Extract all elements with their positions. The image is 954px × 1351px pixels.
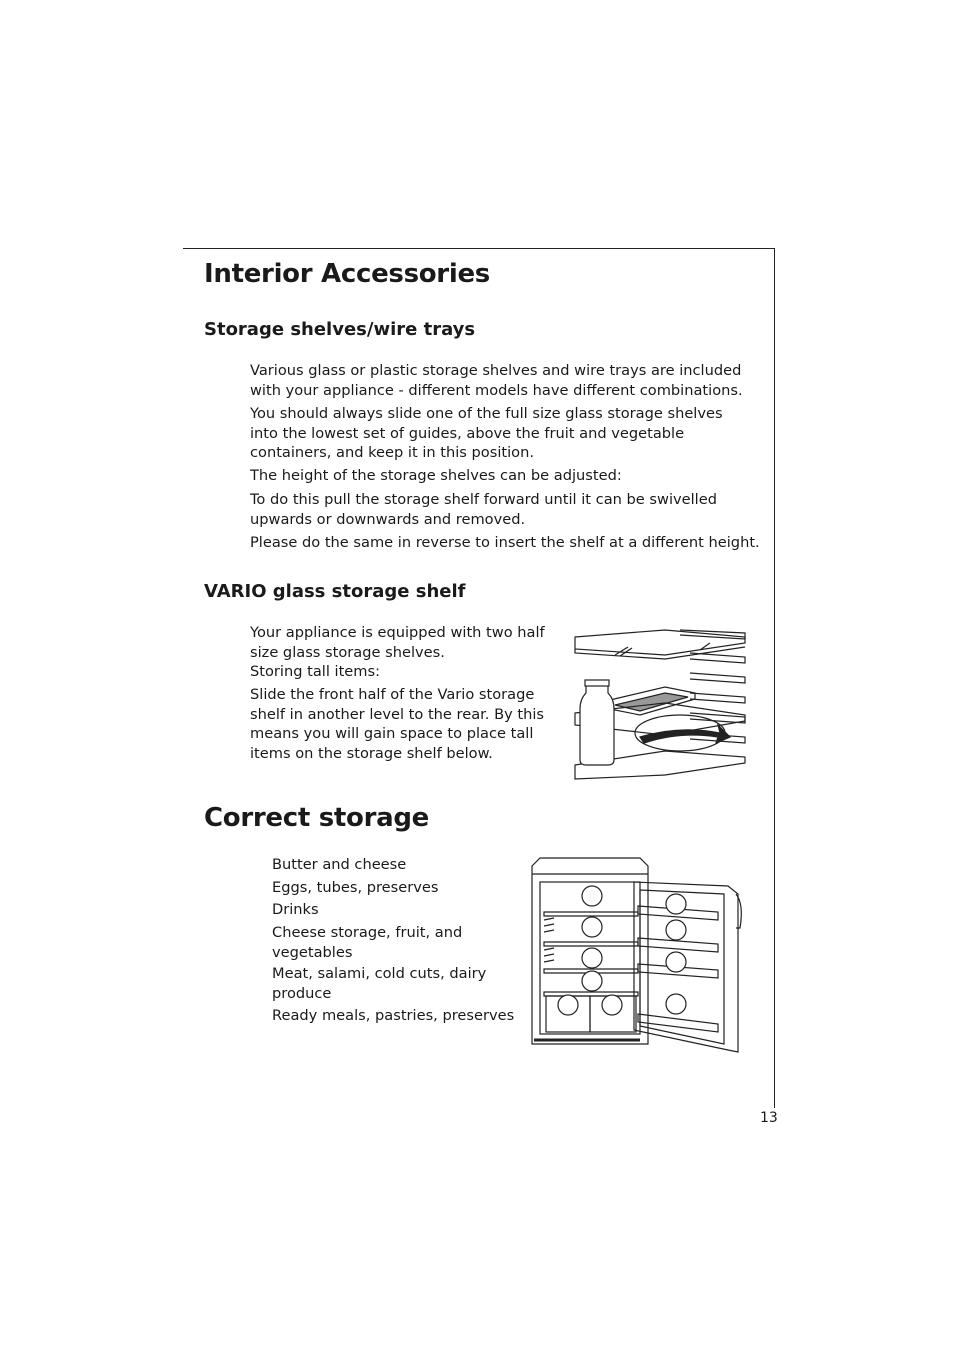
page-number: 13	[760, 1110, 778, 1126]
fridge-illustration	[528, 854, 748, 1054]
interior-accessories-title: Interior Accessories	[204, 259, 490, 289]
vario-paragraph-1: Your appliance is equipped with two half size glass storage shelves.	[250, 624, 545, 661]
correct-storage-title: Correct storage	[204, 803, 429, 833]
storage-item-cheese-fruit-veg: Cheese storage, fruit, and vegetables	[272, 924, 463, 961]
vario-shelf-illustration	[570, 625, 750, 785]
page-frame-right-rule	[774, 248, 775, 1108]
vario-paragraph-2: Storing tall items:	[250, 663, 381, 680]
shelves-paragraph-4: To do this pull the storage shelf forward until it can be swivelled upwards or downwards and removed.	[250, 491, 717, 528]
page-frame-top-rule	[183, 248, 775, 249]
vario-shelf-heading: VARIO glass storage shelf	[204, 581, 466, 602]
shelves-paragraph-1: Various glass or plastic storage shelves and wire trays are included with your appliance - different models have different combinations.	[250, 362, 743, 399]
shelves-paragraph-2: You should always slide one of the full size glass storage shelves into the lowest set of guides, above the fruit and vegetable containers, and keep it in this position.	[250, 405, 723, 461]
storage-shelves-heading: Storage shelves/wire trays	[204, 319, 476, 340]
storage-item-ready-meals: Ready meals, pastries, preserves	[272, 1007, 515, 1024]
shelves-paragraph-3: The height of the storage shelves can be adjusted:	[250, 467, 622, 484]
storage-item-drinks: Drinks	[272, 901, 319, 918]
storage-item-eggs-tubes: Eggs, tubes, preserves	[272, 879, 439, 896]
vario-paragraph-3: Slide the front half of the Vario storage shelf in another level to the rear. By this means you will gain space to place tall items on the storage shelf below.	[250, 686, 544, 762]
shelves-paragraph-5: Please do the same in reverse to insert the shelf at a different height.	[250, 534, 760, 551]
storage-item-meat-dairy: Meat, salami, cold cuts, dairy produce	[272, 965, 487, 1002]
storage-item-butter-cheese: Butter and cheese	[272, 856, 407, 873]
